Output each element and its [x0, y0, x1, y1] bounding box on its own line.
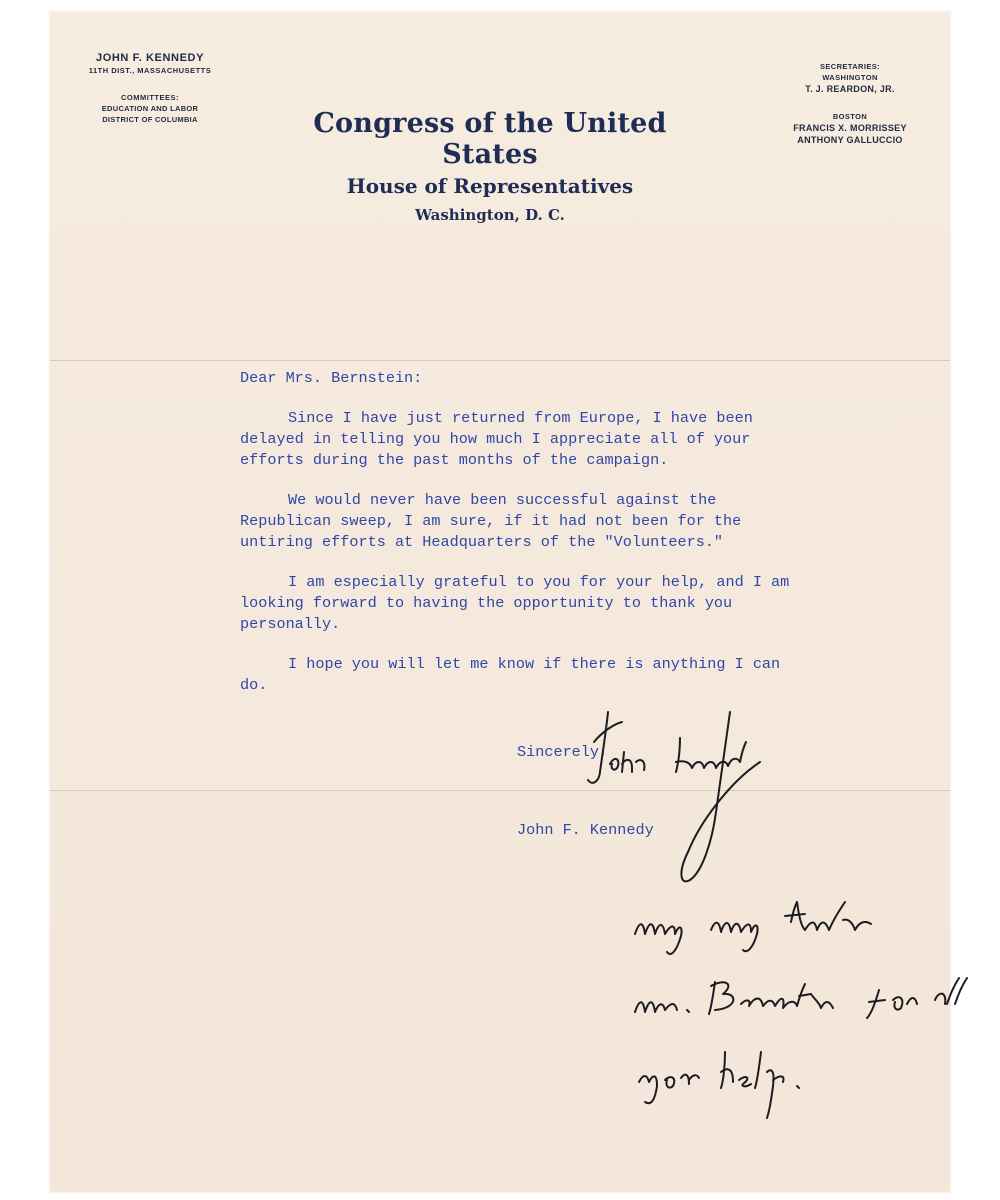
committee-item: EDUCATION AND LABOR — [101, 104, 199, 113]
closing: Sincerely, — [517, 743, 609, 761]
letter-paper — [50, 12, 950, 1192]
boston-secretary: ANTHONY GALLUCCIO — [797, 135, 903, 145]
paragraph: Since I have just returned from Europe, I have been delayed in telling you how much I appreciate all of your efforts during the past months of the campaign. — [240, 409, 753, 469]
letterhead-right — [765, 60, 935, 145]
handwritten-note — [615, 892, 995, 1152]
paragraph: I hope you will let me know if there is anything I can do. — [240, 655, 781, 694]
committees-title: COMMITTEES: — [121, 93, 179, 102]
letter-body — [240, 368, 800, 839]
committee-item: DISTRICT OF COLUMBIA — [102, 115, 198, 124]
signature-drawing — [580, 702, 840, 902]
letterhead-subtitle: House of Representatives — [346, 174, 634, 198]
handwritten-signature — [580, 702, 840, 902]
typed-name: John F. Kennedy — [517, 821, 654, 839]
salutation: Dear Mrs. Bernstein: — [240, 369, 423, 387]
letterhead-center — [280, 108, 700, 224]
washington-label: WASHINGTON — [822, 73, 878, 82]
boston-secretary: FRANCIS X. MORRISSEY — [793, 123, 907, 133]
district: 11TH DIST., MASSACHUSETTS — [88, 66, 212, 75]
letterhead-title: Congress of the United States — [313, 108, 667, 170]
secretaries-title: SECRETARIES: — [819, 62, 881, 71]
washington-secretary: T. J. REARDON, JR. — [805, 84, 895, 94]
letterhead-location: Washington, D. C. — [415, 206, 565, 224]
note-drawing — [615, 892, 995, 1152]
paragraph: We would never have been successful against the Republican sweep, I am sure, if it had not been for the untiring efforts at Headquarters of the "Volunteers." — [240, 491, 742, 551]
paragraph: I am especially grateful to you for your help, and I am looking forward to having the opportunity to thank you personally. — [240, 573, 790, 633]
congressman-name: JOHN F. KENNEDY — [95, 52, 205, 64]
paper-fold-line — [50, 360, 950, 361]
boston-label: BOSTON — [832, 112, 868, 121]
letterhead-left — [50, 52, 250, 124]
